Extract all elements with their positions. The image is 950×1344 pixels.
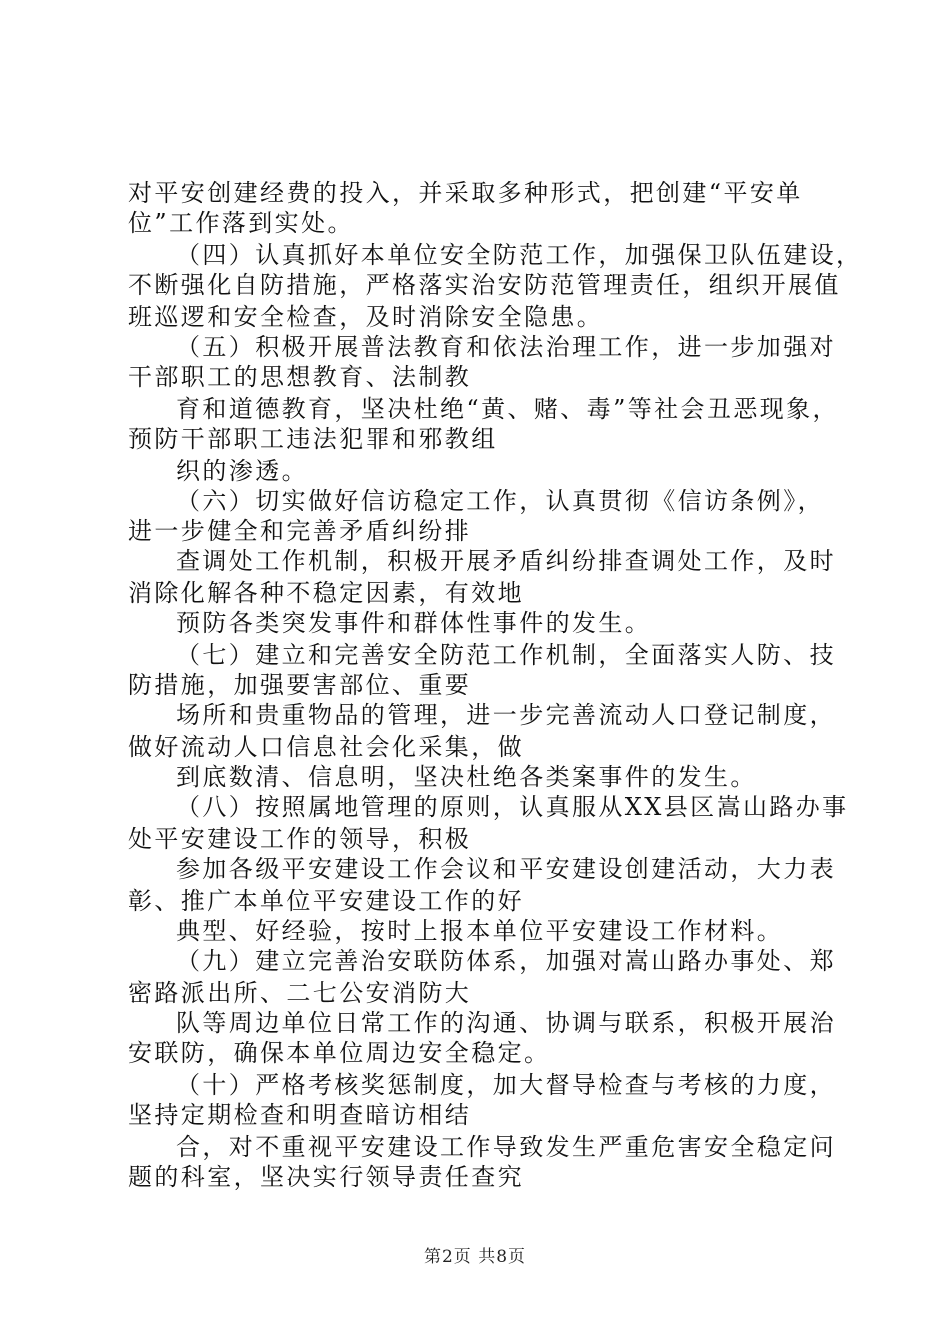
text-line: 预防干部职工违法犯罪和邪教组	[128, 425, 498, 453]
text-line: 织的渗透。	[176, 457, 308, 485]
text-line: 题的科室，坚决实行领导责任查究	[128, 1163, 524, 1191]
text-line: （七）建立和完善安全防范工作机制，全面落实人防、技	[176, 641, 836, 669]
text-line: （六）切实做好信访稳定工作，认真贯彻《信访条例》，	[176, 487, 824, 515]
text-line: 干部职工的思想教育、法制教	[128, 363, 472, 391]
text-line: 安联防，确保本单位周边安全稳定。	[128, 1039, 551, 1067]
text-line: 防措施，加强要害部位、重要	[128, 671, 472, 699]
text-line: 预防各类突发事件和群体性事件的发生。	[176, 609, 652, 637]
text-line: （九）建立完善治安联防体系，加强对嵩山路办事处、郑	[176, 947, 836, 975]
text-line: 处平安建设工作的领导，积极	[128, 825, 472, 853]
text-line: 合，对不重视平安建设工作导致发生严重危害安全稳定问	[176, 1133, 836, 1161]
text-line: 做好流动人口信息社会化采集，做	[128, 733, 524, 761]
text-line: 参加各级平安建设工作会议和平安建设创建活动，大力表	[176, 855, 836, 883]
text-line: 场所和贵重物品的管理，进一步完善流动人口登记制度，	[176, 701, 836, 729]
text-line: 位”工作落到实处。	[128, 209, 354, 237]
text-line: （十）严格考核奖惩制度，加大督导检查与考核的力度，	[176, 1071, 836, 1099]
text-line: 班巡逻和安全检查，及时消除安全隐患。	[128, 303, 604, 331]
text-line: 队等周边单位日常工作的沟通、协调与联系，积极开展治	[176, 1009, 836, 1037]
text-line: 进一步健全和完善矛盾纠纷排	[128, 517, 472, 545]
text-line: 消除化解各种不稳定因素，有效地	[128, 579, 524, 607]
text-line: 对平安创建经费的投入，并采取多种形式，把创建“平安单	[128, 179, 803, 207]
page-number-footer: 第2页 共8页	[423, 1247, 527, 1267]
text-line: 彰、推广本单位平安建设工作的好	[128, 887, 524, 915]
text-line: 不断强化自防措施，严格落实治安防范管理责任，组织开展值	[128, 271, 841, 299]
text-line: （八）按照属地管理的原则，认真服从XX县区嵩山路办事	[176, 793, 849, 821]
text-line: （五）积极开展普法教育和依法治理工作，进一步加强对	[176, 333, 836, 361]
text-line: 密路派出所、二七公安消防大	[128, 979, 472, 1007]
text-line: 育和道德教育，坚决杜绝“黄、赌、毒”等社会丑恶现象，	[176, 395, 839, 423]
text-line: 坚持定期检查和明查暗访相结	[128, 1101, 472, 1129]
text-line: 到底数清、信息明，坚决杜绝各类案事件的发生。	[176, 763, 757, 791]
text-line: 典型、好经验，按时上报本单位平安建设工作材料。	[176, 917, 784, 945]
text-line: （四）认真抓好本单位安全防范工作，加强保卫队伍建设，	[176, 241, 863, 269]
text-line: 查调处工作机制，积极开展矛盾纠纷排查调处工作，及时	[176, 547, 836, 575]
